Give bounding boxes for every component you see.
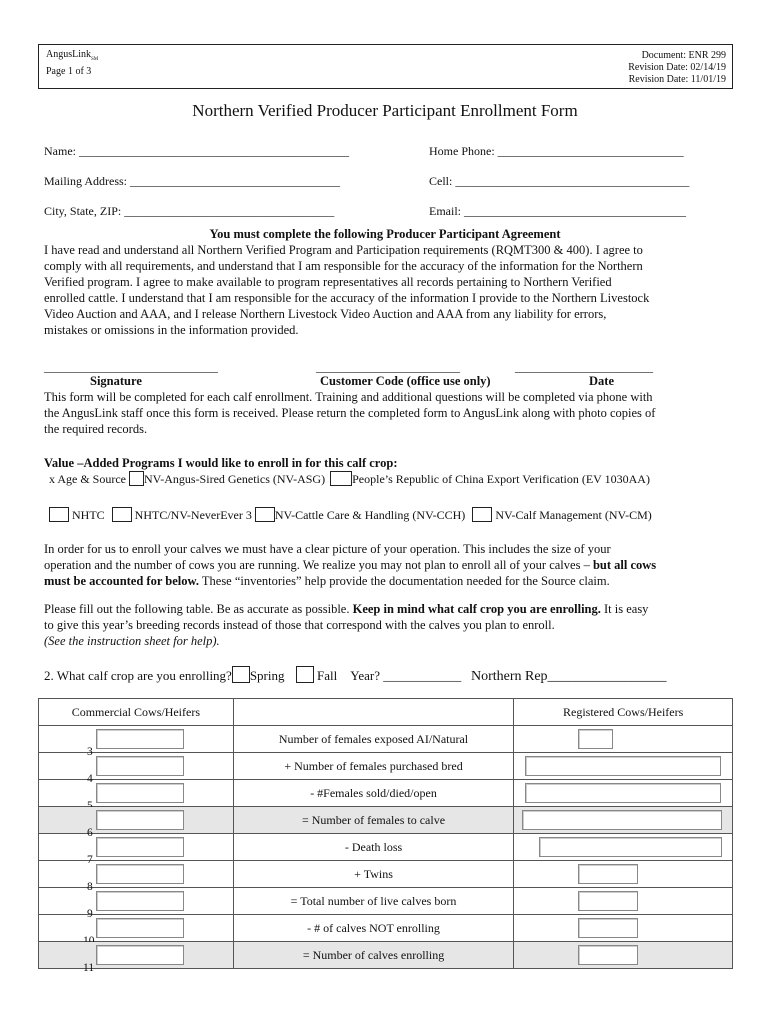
city-state-zip-field[interactable]: City, State, ZIP: ___________________________________ <box>44 204 335 218</box>
agreement-line: I have read and understand all Northern Verified Program and Participation requirements (RQMT300 & 400). I agree to <box>44 243 643 257</box>
row-number: 7 <box>87 854 93 866</box>
inventory-emphasis: must be accounted for below. <box>44 574 199 588</box>
cm-checkbox[interactable] <box>472 507 492 522</box>
program-age-source: x Age & Source <box>49 472 126 486</box>
registered-input[interactable] <box>525 783 721 803</box>
commercial-input[interactable] <box>96 891 184 911</box>
cell-field[interactable]: Cell: _______________________________________ <box>429 174 690 188</box>
calf-crop-question <box>44 666 667 685</box>
inventory-text: operation and the number of cows you are running. We realize you may not plan to enroll all of your calves – <box>44 558 593 572</box>
signature-line[interactable]: _____________________________ <box>44 360 218 374</box>
commercial-input[interactable] <box>96 783 184 803</box>
row-label: - Death loss <box>233 834 514 861</box>
inventory-line <box>44 557 744 573</box>
commercial-input[interactable] <box>96 756 184 776</box>
spring-label: Spring <box>249 668 285 683</box>
instructions-paragraph <box>44 601 744 649</box>
customer-code-line[interactable]: ________________________ <box>316 360 460 374</box>
header-right <box>628 50 726 86</box>
agreement-line: enrolled cattle. I understand that I am responsible for the accuracy of the information I provide to the Northern Livestock <box>44 291 650 305</box>
registered-input[interactable] <box>578 864 638 884</box>
row-label: + Number of females purchased bred <box>233 753 514 780</box>
commercial-input[interactable] <box>96 945 184 965</box>
table-row <box>39 915 733 942</box>
northern-rep-field[interactable]: Northern Rep_________________ <box>470 669 667 684</box>
email-field[interactable]: Email: _____________________________________ <box>429 204 686 218</box>
programs-heading: Value –Added Programs I would like to enroll in for this calf crop: <box>44 456 398 470</box>
program-cm: NV-Calf Management (NV-CM) <box>495 508 652 522</box>
row-number: 9 <box>87 908 93 920</box>
asg-checkbox[interactable] <box>129 471 144 486</box>
program-cch: NV-Cattle Care & Handling (NV-CCH) <box>274 508 466 522</box>
mailing-address-field[interactable]: Mailing Address: ___________________________________ <box>44 174 340 188</box>
table-row <box>39 942 733 969</box>
commercial-input[interactable] <box>96 810 184 830</box>
registered-header: Registered Cows/Heifers <box>514 699 733 726</box>
fall-checkbox[interactable] <box>296 666 314 683</box>
row-number: 11 <box>83 962 95 974</box>
app-name: AngusLink <box>46 49 91 60</box>
commercial-input[interactable] <box>96 837 184 857</box>
table-row <box>39 834 733 861</box>
nhtc-neverever-checkbox[interactable] <box>112 507 132 522</box>
row-label: = Total number of live calves born <box>233 888 514 915</box>
instruction-line: (See the instruction sheet for help). <box>44 634 220 648</box>
page-title: Northern Verified Producer Participant Enrollment Form <box>192 101 578 120</box>
row-label: - #Females sold/died/open <box>233 780 514 807</box>
note-line: the required records. <box>44 422 148 436</box>
row-label: + Twins <box>233 861 514 888</box>
document-id: Document: ENR 299 <box>641 50 726 61</box>
agreement-line: Verified program. I agree to make available to program representatives all records pertaining to Northern Verified <box>44 275 612 289</box>
row-label: - # of calves NOT enrolling <box>233 915 514 942</box>
program-asg: NV-Angus-Sired Genetics (NV-ASG) <box>144 472 326 486</box>
program-nhtc-neverever: NHTC/NV-NeverEver 3 <box>134 508 252 522</box>
cch-checkbox[interactable] <box>255 507 275 522</box>
programs-row-1 <box>49 471 650 487</box>
signature-label: Signature <box>90 374 142 388</box>
instruction-text: Please fill out the following table. Be as accurate as possible. <box>44 602 353 616</box>
commercial-input[interactable] <box>96 729 184 749</box>
date-label: Date <box>589 374 614 388</box>
question-text: 2. What calf crop are you enrolling? <box>44 668 232 683</box>
agreement-line: Video Auction and AAA, and I release Northern Livestock Video Auction and AAA from any liability for errors, <box>44 307 607 321</box>
programs-row-2 <box>49 507 652 523</box>
instruction-line <box>44 601 744 617</box>
inventory-paragraph <box>44 541 744 589</box>
table-row <box>39 888 733 915</box>
row-number: 4 <box>87 773 93 785</box>
registered-input[interactable] <box>578 918 638 938</box>
row-label: = Number of females to calve <box>233 807 514 834</box>
date-line[interactable]: _______________________ <box>515 360 653 374</box>
header-left <box>46 49 98 78</box>
table-row <box>39 861 733 888</box>
commercial-header: Commercial Cows/Heifers <box>39 699 234 726</box>
program-nhtc: NHTC <box>72 508 105 522</box>
table-row <box>39 780 733 807</box>
commercial-input[interactable] <box>96 864 184 884</box>
registered-input[interactable] <box>539 837 722 857</box>
inventory-line <box>44 573 744 589</box>
inventory-text: These “inventories” help provide the documentation needed for the Source claim. <box>198 574 610 588</box>
registered-input[interactable] <box>525 756 721 776</box>
agreement-line: comply with all requirements, and understand that I am responsible for the accuracy of the information for the Northern <box>44 259 643 273</box>
page-number: Page 1 of 3 <box>46 66 92 77</box>
registered-input[interactable] <box>522 810 722 830</box>
row-number: 3 <box>87 746 93 758</box>
spring-checkbox[interactable] <box>232 666 250 683</box>
blank-header <box>233 699 514 726</box>
table-row <box>39 726 733 753</box>
inventory-line: In order for us to enroll your calves we must have a clear picture of your operation. This includes the size of your <box>44 542 611 556</box>
row-number: 8 <box>87 881 93 893</box>
instruction-text: It is easy <box>600 602 649 616</box>
inventory-emphasis: but all cows <box>592 558 657 572</box>
agreement-heading: You must complete the following Producer Participant Agreement <box>209 227 561 241</box>
revision-date-1: Revision Date: 02/14/19 <box>628 62 726 73</box>
registered-input[interactable] <box>578 729 613 749</box>
calf-enrollment-note <box>44 389 744 437</box>
year-field[interactable]: Year? ____________ <box>350 668 462 683</box>
nhtc-checkbox[interactable] <box>49 507 69 522</box>
name-field[interactable]: Name: _____________________________________________ <box>44 144 349 158</box>
ev-checkbox[interactable] <box>330 471 352 486</box>
commercial-input[interactable] <box>96 918 184 938</box>
table-row <box>39 807 733 834</box>
instruction-line: to give this year’s breeding records instead of those that correspond with the calves you plan to enroll. <box>44 618 555 632</box>
home-phone-field[interactable]: Home Phone: _______________________________ <box>429 144 684 158</box>
revision-date-2: Revision Date: 11/01/19 <box>628 74 726 85</box>
document-header <box>38 44 733 89</box>
customer-code-label: Customer Code (office use only) <box>320 374 491 388</box>
agreement-text <box>44 242 744 338</box>
table-row <box>39 753 733 780</box>
app-suffix: SM <box>91 57 99 62</box>
program-ev: People’s Republic of China Export Verification (EV 1030AA) <box>352 472 650 486</box>
agreement-line: mistakes or omissions in the information provided. <box>44 323 299 337</box>
row-label: = Number of calves enrolling <box>233 942 514 969</box>
row-label: Number of females exposed AI/Natural <box>233 726 514 753</box>
instruction-emphasis: Keep in mind what calf crop you are enrolling. <box>352 602 601 616</box>
note-line: the AngusLink staff once this form is received. Please return the completed form to AngusLink along with photo copies of <box>44 406 656 420</box>
note-line: This form will be completed for each calf enrollment. Training and additional questions will be completed via phone with <box>44 390 653 404</box>
row-number: 6 <box>87 827 93 839</box>
registered-input[interactable] <box>578 945 638 965</box>
fall-label: Fall <box>317 668 338 683</box>
inventory-table <box>38 698 733 974</box>
registered-input[interactable] <box>578 891 638 911</box>
